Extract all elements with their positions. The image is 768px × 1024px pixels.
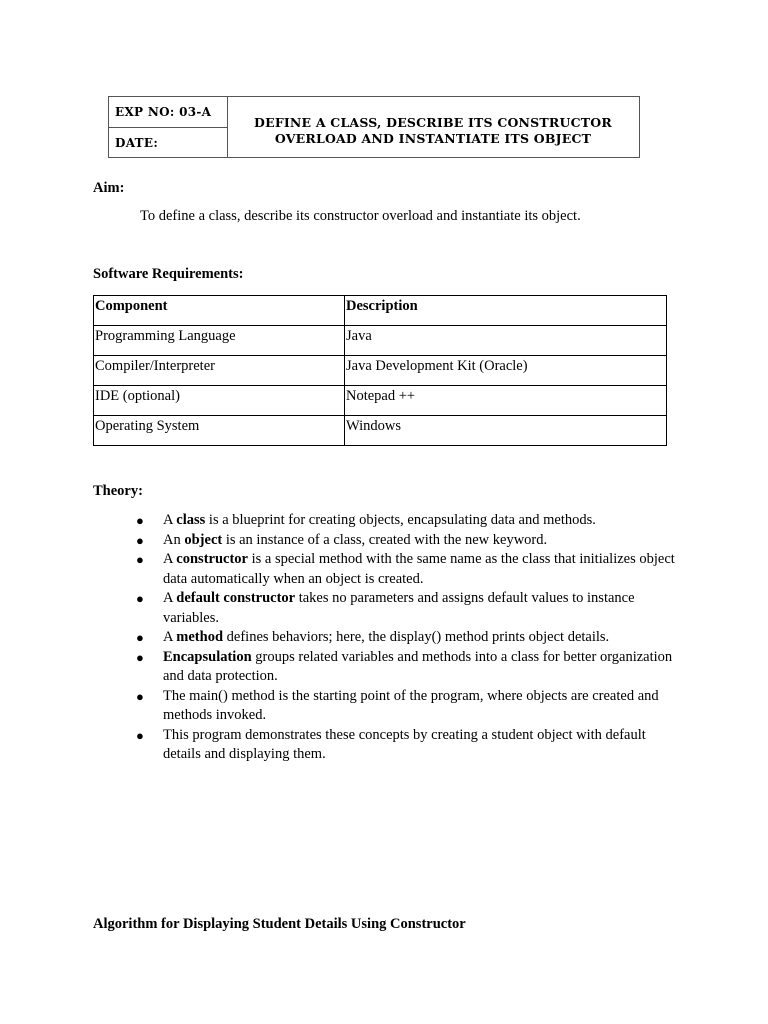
title-line-1: DEFINE A CLASS, DESCRIBE ITS CONSTRUCTOR [254, 115, 612, 130]
aim-text: To define a class, describe its constructor overload and instantiate its object. [140, 208, 581, 224]
bullet-icon: ● [136, 552, 144, 567]
algorithm-heading: Algorithm for Displaying Student Details Using Constructor [93, 916, 466, 932]
table-cell: Java [345, 326, 667, 356]
table-cell: Programming Language [94, 326, 345, 356]
exp-no-label: EXP NO: 03-A [109, 97, 227, 128]
bullet-icon: ● [136, 630, 144, 645]
software-requirements-table [93, 295, 667, 446]
bullet-icon: ● [136, 727, 144, 743]
table-header-row [94, 296, 667, 326]
table-cell: Windows [345, 416, 667, 446]
list-item: ● A constructor is a special method with the same name as the class that initializes object data automatically when an object is created. [136, 551, 675, 587]
column-header-component: Component [94, 296, 345, 326]
bullet-icon: ● [136, 532, 144, 548]
table-row [94, 416, 667, 446]
list-item: ● A class is a blueprint for creating objects, encapsulating data and methods. [136, 511, 676, 531]
bullet-icon: ● [136, 513, 144, 528]
experiment-title [227, 115, 639, 147]
date-label: DATE: [115, 136, 159, 150]
table-cell: Operating System [94, 416, 345, 446]
list-item: ● This program demonstrates these concepts by creating a student object with default details and displaying them. [136, 726, 646, 762]
software-requirements-heading: Software Requirements: [93, 266, 244, 282]
table-row [94, 356, 667, 386]
bullet-icon: ● [136, 688, 144, 704]
aim-heading: Aim: [93, 180, 125, 196]
list-item: ● A default constructor takes no parameters and assigns default values to instance variables. [136, 590, 635, 626]
list-item: ● An object is an instance of a class, created with the new keyword. [136, 531, 676, 551]
list-item: ● A method defines behaviors; here, the display() method prints object details. [136, 628, 676, 648]
title-line-2: OVERLOAD AND INSTANTIATE ITS OBJECT [274, 131, 592, 146]
table-cell: Compiler/Interpreter [94, 356, 345, 386]
list-item: ● The main() method is the starting point of the program, where objects are created and methods invoked. [136, 687, 659, 723]
table-cell: IDE (optional) [94, 386, 345, 416]
bullet-icon: ● [136, 649, 144, 665]
table-cell: Notepad ++ [345, 386, 667, 416]
experiment-header-box [108, 96, 640, 158]
theory-heading: Theory: [93, 483, 143, 499]
list-item: ● Encapsulation groups related variables and methods into a class for better organization and data protection. [136, 648, 673, 684]
table-row [94, 326, 667, 356]
theory-list [136, 511, 676, 765]
bullet-icon: ● [136, 591, 144, 606]
table-cell: Java Development Kit (Oracle) [345, 356, 667, 386]
column-header-description: Description [345, 296, 667, 326]
header-left-column [109, 97, 228, 157]
table-row [94, 386, 667, 416]
